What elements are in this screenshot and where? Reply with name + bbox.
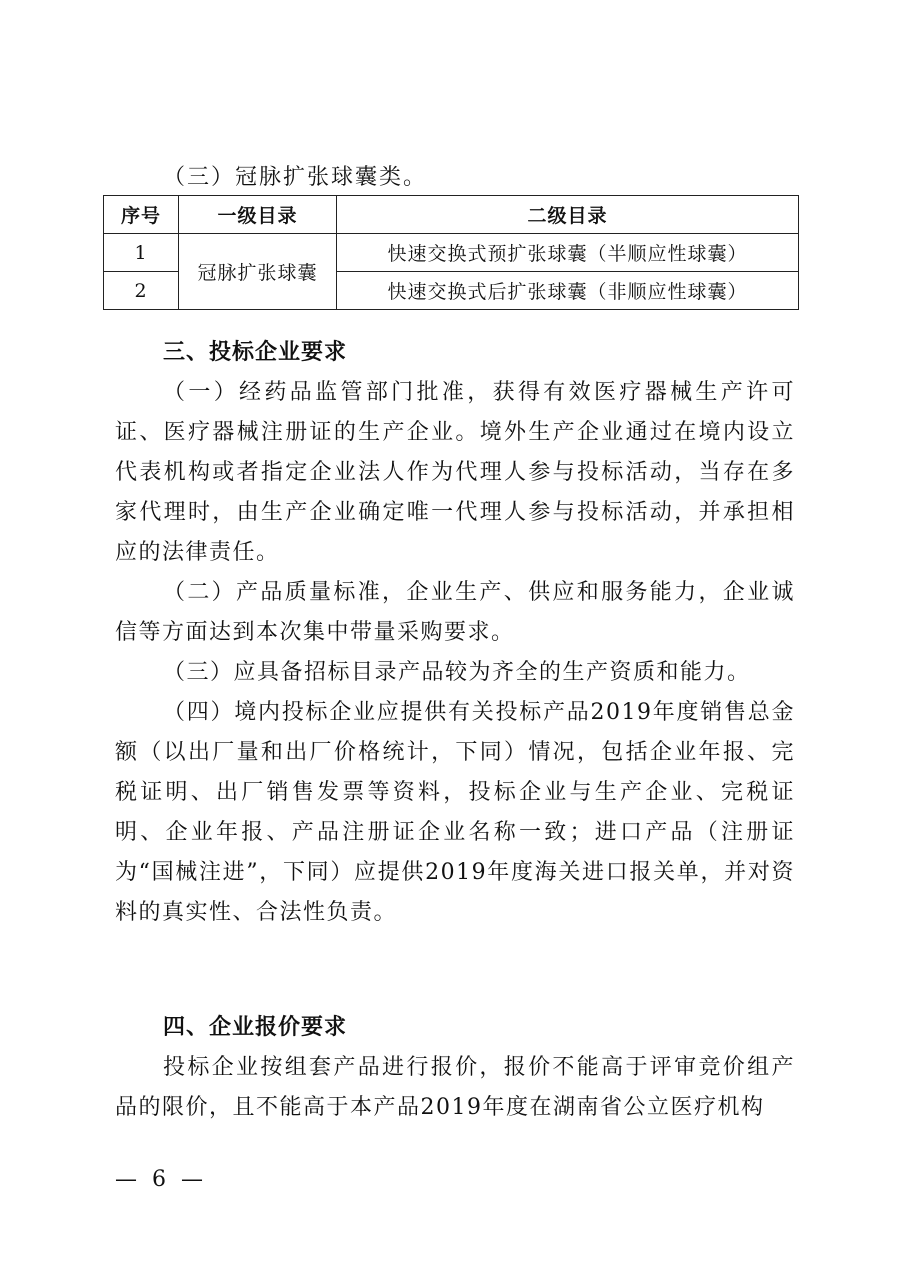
body-paragraph: 投标企业按组套产品进行报价，报价不能高于评审竞价组产品的限价，且不能高于本产品2019年度在湖南省公立医疗机构 [115, 1055, 795, 1120]
body-paragraph: （二）产品质量标准，企业生产、供应和服务能力，企业诚信等方面达到本次集中带量采购要求。 [115, 580, 795, 645]
row-serial-no: 1 [104, 234, 179, 272]
body-paragraph: （四）境内投标企业应提供有关投标产品2019年度销售总金额（以出厂量和出厂价格统计，下同）情况，包括企业年报、完税证明、出厂销售发票等资料，投标企业与生产企业、完税证明、企业年报、产品注册证企业名称一致；进口产品（注册证为“国械注进”，下同）应提供2019年度海关进口报关单，并对资料的真实性、合法性负责。 [115, 700, 795, 925]
table-caption: （三）冠脉扩张球囊类。 [163, 165, 428, 190]
header-second-level: 二级目录 [337, 196, 799, 234]
header-serial-no: 序号 [104, 196, 179, 234]
body-paragraph: （一）经药品监管部门批准，获得有效医疗器械生产许可证、医疗器械注册证的生产企业。境外生产企业通过在境内设立代表机构或者指定企业法人作为代理人参与投标活动，当存在多家代理时，由生产企业确定唯一代理人参与投标活动，并承担相应的法律责任。 [115, 380, 795, 565]
header-first-level: 一级目录 [179, 196, 337, 234]
page-number: — 6 — [115, 1167, 207, 1192]
section-heading: 三、投标企业要求 [163, 340, 348, 365]
section-4-block [115, 1008, 795, 1128]
first-level-category: 冠脉扩张球囊 [179, 234, 337, 310]
section-3-block [115, 333, 795, 933]
catalog-table [103, 195, 799, 310]
row-serial-no: 2 [104, 272, 179, 310]
table-row [104, 234, 799, 272]
body-paragraph: （三）应具备招标目录产品较为齐全的生产资质和能力。 [163, 660, 751, 685]
second-level-category: 快速交换式后扩张球囊（非顺应性球囊） [337, 272, 799, 310]
table-header-row [104, 196, 799, 234]
section-heading: 四、企业报价要求 [163, 1015, 348, 1040]
second-level-category: 快速交换式预扩张球囊（半顺应性球囊） [337, 234, 799, 272]
